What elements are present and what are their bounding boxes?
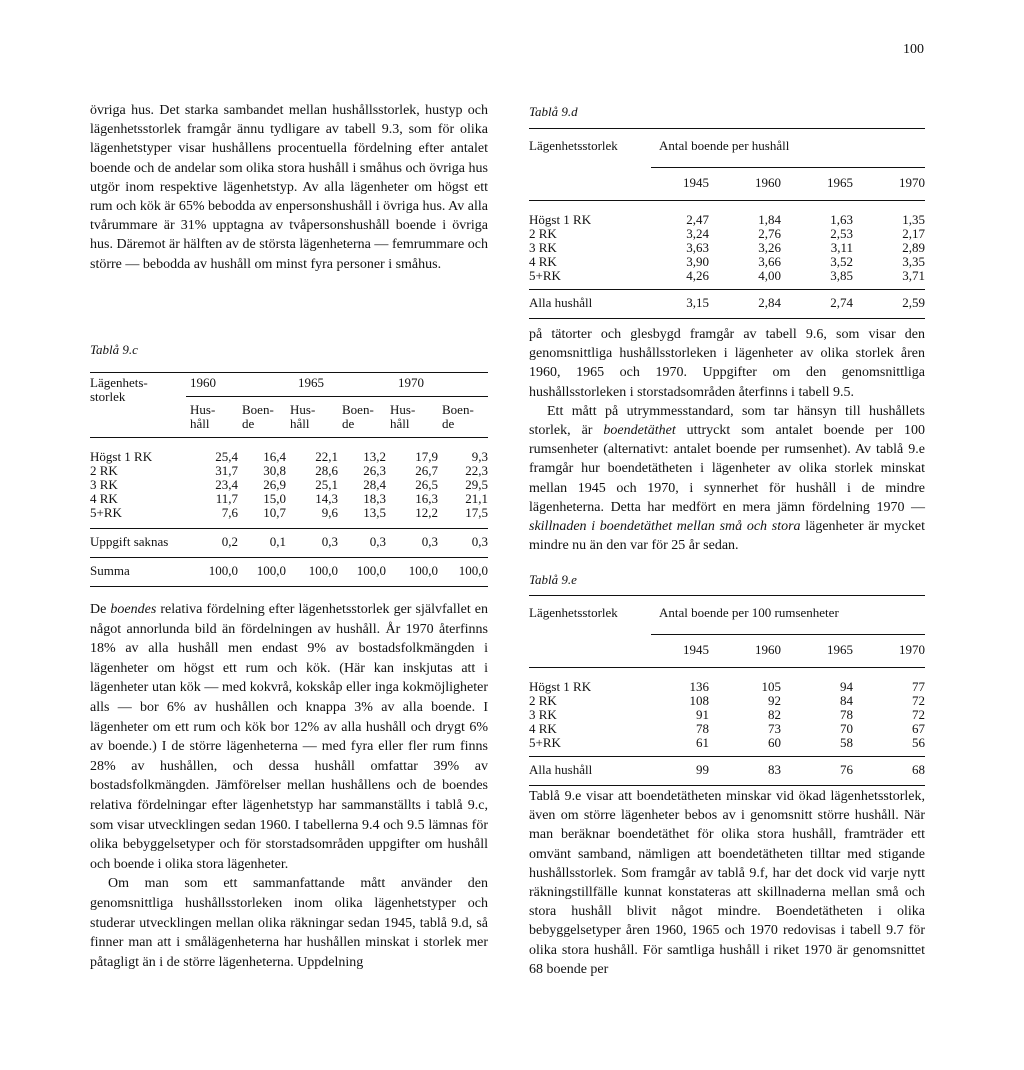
table-row: [529, 757, 925, 786]
table-cell: 26,7: [415, 463, 438, 478]
table-cell: 72: [912, 707, 925, 722]
paragraph: Ett mått på utrymmesstandard, som tar hänsyn till hushållets storlek, är boendetäthet uttryckt som antalet boende per 100 rumsenheter (alternativt: antalet boende per rumsenhet). Av tablå 9.e framgår hur boendetätheten i lägenheter av olika storlek minskat mellan 1945 och 1970, i synnerhet för hushåll i de mindre lägenheterna. Detta har medfört en mera jämn fördelning 1970 — skillnaden i boendetäthet mellan små och stora lägenheter är mycket mindre nu än den var för 25 år sedan.: [529, 403, 925, 554]
table-cell: 22,3: [465, 463, 488, 478]
table-row: [90, 438, 488, 465]
table-row: [529, 694, 925, 708]
table-cell: 3,90: [686, 254, 709, 269]
table-9c: [90, 372, 488, 587]
year-header: 1965: [286, 373, 386, 397]
table-row: [529, 708, 925, 722]
year-header: 1970: [899, 642, 925, 657]
table-cell: 31,7: [215, 463, 238, 478]
table-cell: 0,1: [269, 534, 286, 549]
table-cell: 25,1: [315, 477, 338, 492]
table-cell: 11,7: [215, 491, 238, 506]
table-cell: 3,63: [686, 240, 709, 255]
table-cell: 28,4: [363, 477, 386, 492]
left-top-text: [90, 101, 488, 274]
table-cell: 58: [840, 735, 853, 750]
table-cell: 1,35: [902, 212, 925, 227]
table-cell: 68: [912, 762, 925, 777]
table-9e: [529, 595, 925, 786]
row-label: 2 RK: [529, 226, 557, 241]
row-label: 4 RK: [529, 721, 557, 736]
table-cell: 2,47: [686, 212, 709, 227]
group-header: Antal boende per hushåll: [651, 129, 925, 168]
table-cell: 2,84: [758, 295, 781, 310]
table-row: [529, 227, 925, 241]
table-cell: 16,4: [263, 449, 286, 464]
sub-header: Hus- håll: [290, 402, 316, 431]
table-row: [529, 269, 925, 290]
table-cell: 108: [689, 693, 709, 708]
row-label: 2 RK: [529, 693, 557, 708]
paragraph: Om man som ett sammanfattande mått använder den genomsnittliga hushållsstorleken inom olika lägenhetstyper och studerar utvecklingen mellan olika räkningar sedan 1945, tablå 9.d, så finner man att i smålägenheterna har hushållen minskat i storlek mer påtagligt än i de större lägenheterna. Uppdelning: [90, 876, 488, 970]
table-cell: 78: [696, 721, 709, 736]
table-cell: 2,76: [758, 226, 781, 241]
table-cell: 3,26: [758, 240, 781, 255]
table-body: [90, 438, 488, 587]
table-cell: 29,5: [465, 477, 488, 492]
row-label: Högst 1 RK: [529, 212, 592, 227]
year-header: 1945: [683, 175, 709, 190]
table-cell: 2,17: [902, 226, 925, 241]
table-cell: 3,11: [830, 240, 853, 255]
table-cell: 22,1: [315, 449, 338, 464]
table-cell: 0,3: [471, 534, 488, 549]
table-cell: 136: [689, 679, 709, 694]
table-cell: 99: [696, 762, 709, 777]
table-cell: 13,5: [363, 505, 386, 520]
table-cell: 15,0: [263, 491, 286, 506]
emphasis: boendetäthet: [603, 423, 676, 439]
row-label: Summa: [90, 563, 130, 578]
table-cell: 25,4: [215, 449, 238, 464]
table-row: [529, 241, 925, 255]
table-cell: 28,6: [315, 463, 338, 478]
table-cell: 61: [696, 735, 709, 750]
table-row: [529, 736, 925, 757]
table-cell: 14,3: [315, 491, 338, 506]
table-cell: 91: [696, 707, 709, 722]
table-9d-caption: Tablå 9.d: [529, 104, 578, 119]
table-cell: 4,00: [758, 268, 781, 283]
table-cell: 67: [912, 721, 925, 736]
year-header: 1970: [899, 175, 925, 190]
row-label: 4 RK: [90, 491, 118, 506]
table-cell: 1,84: [758, 212, 781, 227]
year-header: 1960: [755, 175, 781, 190]
group-header: Antal boende per 100 rumsenheter: [651, 596, 925, 635]
right-mid-text: [529, 325, 925, 555]
table-cell: 100,0: [256, 563, 286, 578]
table-cell: 7,6: [221, 505, 238, 520]
table-cell: 60: [768, 735, 781, 750]
year-header: 1965: [827, 175, 853, 190]
page-number: 100: [903, 42, 924, 57]
table-row: [529, 201, 925, 228]
table-cell: 105: [761, 679, 781, 694]
row-label: Alla hushåll: [529, 295, 593, 310]
table-cell: 0,3: [369, 534, 386, 549]
table-cell: 17,5: [465, 505, 488, 520]
table-row: [90, 506, 488, 529]
sub-header: Hus- håll: [190, 402, 216, 431]
row-label: 2 RK: [90, 463, 118, 478]
year-header: 1970: [386, 373, 488, 397]
right-bottom-text: [529, 787, 925, 979]
table-cell: 12,2: [415, 505, 438, 520]
table-cell: 2,89: [902, 240, 925, 255]
corner-label: [90, 373, 186, 438]
table-cell: 72: [912, 693, 925, 708]
year-header: 1965: [827, 642, 853, 657]
table-cell: 10,7: [263, 505, 286, 520]
table-cell: 100,0: [408, 563, 438, 578]
corner-label-line: Lägenhets-: [90, 375, 148, 390]
table-cell: 3,35: [902, 254, 925, 269]
row-label: Högst 1 RK: [529, 679, 592, 694]
table-cell: 73: [768, 721, 781, 736]
table-cell: 18,3: [363, 491, 386, 506]
table-cell: 100,0: [308, 563, 338, 578]
table-row: [90, 464, 488, 478]
table-cell: 30,8: [263, 463, 286, 478]
table-cell: 0,3: [321, 534, 338, 549]
table-cell: 23,4: [215, 477, 238, 492]
table-cell: 1,63: [830, 212, 853, 227]
table-cell: 3,52: [830, 254, 853, 269]
table-row: [529, 255, 925, 269]
row-label: 3 RK: [529, 707, 557, 722]
row-label: 3 RK: [90, 477, 118, 492]
table-9c-caption: Tablå 9.c: [90, 342, 138, 357]
emphasis: skillnaden i boendetäthet mellan små och stora: [529, 519, 801, 535]
table-cell: 76: [840, 762, 853, 777]
year-header: 1960: [755, 642, 781, 657]
emphasis: boendes: [110, 602, 157, 617]
table-cell: 16,3: [415, 491, 438, 506]
table-cell: 82: [768, 707, 781, 722]
table-cell: 3,71: [902, 268, 925, 283]
table-cell: 56: [912, 735, 925, 750]
row-label: 5+RK: [90, 505, 122, 520]
table-row: [529, 290, 925, 319]
row-label: 4 RK: [529, 254, 557, 269]
table-row: [90, 478, 488, 492]
row-label: 5+RK: [529, 268, 561, 283]
row-label: Alla hushåll: [529, 762, 593, 777]
left-bottom-text: [90, 600, 488, 972]
table-cell: 0,3: [421, 534, 438, 549]
table-cell: 100,0: [356, 563, 386, 578]
table-row: [90, 492, 488, 506]
table-cell: 100,0: [208, 563, 238, 578]
table-cell: 21,1: [465, 491, 488, 506]
table-cell: 17,9: [415, 449, 438, 464]
corner-label-line: storlek: [90, 389, 126, 404]
table-9d: [529, 128, 925, 319]
corner-label: Lägenhetsstorlek: [529, 138, 618, 153]
table-body: [529, 668, 925, 786]
year-header: 1945: [683, 642, 709, 657]
table-body: [529, 201, 925, 319]
table-9e-caption: Tablå 9.e: [529, 572, 577, 587]
table-row: [529, 722, 925, 736]
table-cell: 2,59: [902, 295, 925, 310]
sub-header: Hus- håll: [390, 402, 416, 431]
table-cell: 78: [840, 707, 853, 722]
table-cell: 3,85: [830, 268, 853, 283]
table-row: [529, 668, 925, 695]
table-cell: 26,5: [415, 477, 438, 492]
sub-header: Boen- de: [242, 402, 274, 431]
paragraph: De boendes relativa fördelning efter lägenhetsstorlek ger självfallet en något annorlunda bild än fördelningen av hushåll. År 1970 återfinns 18% av alla hushåll men endast 9% av bostadsfolkmängden i lägenheter om högst ett rum och kök. (Här kan inskjutas att i lägenheter utan kök — med kokvrå, kokskåp eller inga kokmöjligheter alls — bor 6% av hushållen och knappa 3% av alla boende. I lägenheter om ett rum och kök bor 12% av alla hushåll och drygt 6% av boende.) I de större lägenheterna — med fyra eller fler rum finns 28% av hushållen, och dessa hushåll omfattar 39% av bostadsfolkmängden. Jämförelser mellan hushållens och de boendes relativa fördelningar efter lägenhetstyp har sammanställts i tablå 9.c, som visar utvecklingen sedan 1960. I tabellerna 9.4 och 9.5 lämnas för olika bebyggelsetyper och för storstadsområden uppgifter om hushåll och boende i olika stora lägenheter.: [90, 602, 488, 872]
table-cell: 4,26: [686, 268, 709, 283]
table-cell: 3,15: [686, 295, 709, 310]
table-row: [90, 529, 488, 558]
table-cell: 83: [768, 762, 781, 777]
year-header: 1960: [186, 373, 286, 397]
table-cell: 84: [840, 693, 853, 708]
paragraph: på tätorter och glesbygd framgår av tabell 9.6, som visar den genomsnittliga hushållsstorleken i lägenheter av olika storlek åren 1960, 1965 och 1970. Uppgifter om den genomsnittliga hushållsstorleken i storstadsområden återfinns i tabell 9.5.: [529, 327, 925, 400]
table-cell: 26,9: [263, 477, 286, 492]
table-cell: 94: [840, 679, 853, 694]
table-cell: 0,2: [221, 534, 238, 549]
table-row: [90, 558, 488, 587]
corner-label: Lägenhetsstorlek: [529, 605, 618, 620]
table-cell: 100,0: [458, 563, 488, 578]
table-cell: 3,24: [686, 226, 709, 241]
row-label: 5+RK: [529, 735, 561, 750]
table-cell: 70: [840, 721, 853, 736]
table-cell: 9,6: [321, 505, 338, 520]
table-cell: 77: [912, 679, 925, 694]
table-cell: 3,66: [758, 254, 781, 269]
row-label: Högst 1 RK: [90, 449, 153, 464]
sub-header: Boen- de: [342, 402, 374, 431]
table-cell: 13,2: [363, 449, 386, 464]
row-label: Uppgift saknas: [90, 534, 169, 549]
paragraph: Tablå 9.e visar att boendetätheten minskar vid ökad lägenhetsstorlek, även om större lägenheter bebos av i genomsnitt större hushåll. När man beräknar boendetäthet för olika stora hushåll, framträder ett omvänt samband, nämligen att boendetätheten tilltar med stigande hushållsstorlek. Som framgår av tablå 9.f, har det dock vid varje nytt räkningstillfälle kunnat konstateras att skillnaderna mellan små och stora hushåll blivit något mindre. Boendetätheten i olika bebyggelsetyper åren 1960, 1965 och 1970 redovisas i tabell 9.7 för olika stora hushåll. För samtliga hushåll i riket 1970 är genomsnittet 68 boende per: [529, 789, 925, 977]
table-cell: 2,74: [830, 295, 853, 310]
table-cell: 92: [768, 693, 781, 708]
paragraph: övriga hus. Det starka sambandet mellan hushållsstorlek, hustyp och lägenhetsstorlek framgår ännu tydligare av tabell 9.3, som för olika lägenhetstyper visar hushållens procentuella fördelning efter antalet boende och de andelar som olika stora hushåll i småhus och övriga hus utgör inom respektive lägenhetstyp. Av alla lägenheter om högst ett rum och kök är 65% bebodda av enpersonshushåll i övriga hus. Av alla tvårummare är 31% upptagna av tvåpersonshushåll boende i övriga hus. Däremot är hälften av de största lägenheterna — femrummare och större — bebodda av hushåll om minst fyra personer i småhus.: [90, 103, 488, 272]
sub-header: Boen- de: [442, 402, 474, 431]
table-cell: 2,53: [830, 226, 853, 241]
table-cell: 9,3: [471, 449, 488, 464]
table-cell: 26,3: [363, 463, 386, 478]
row-label: 3 RK: [529, 240, 557, 255]
